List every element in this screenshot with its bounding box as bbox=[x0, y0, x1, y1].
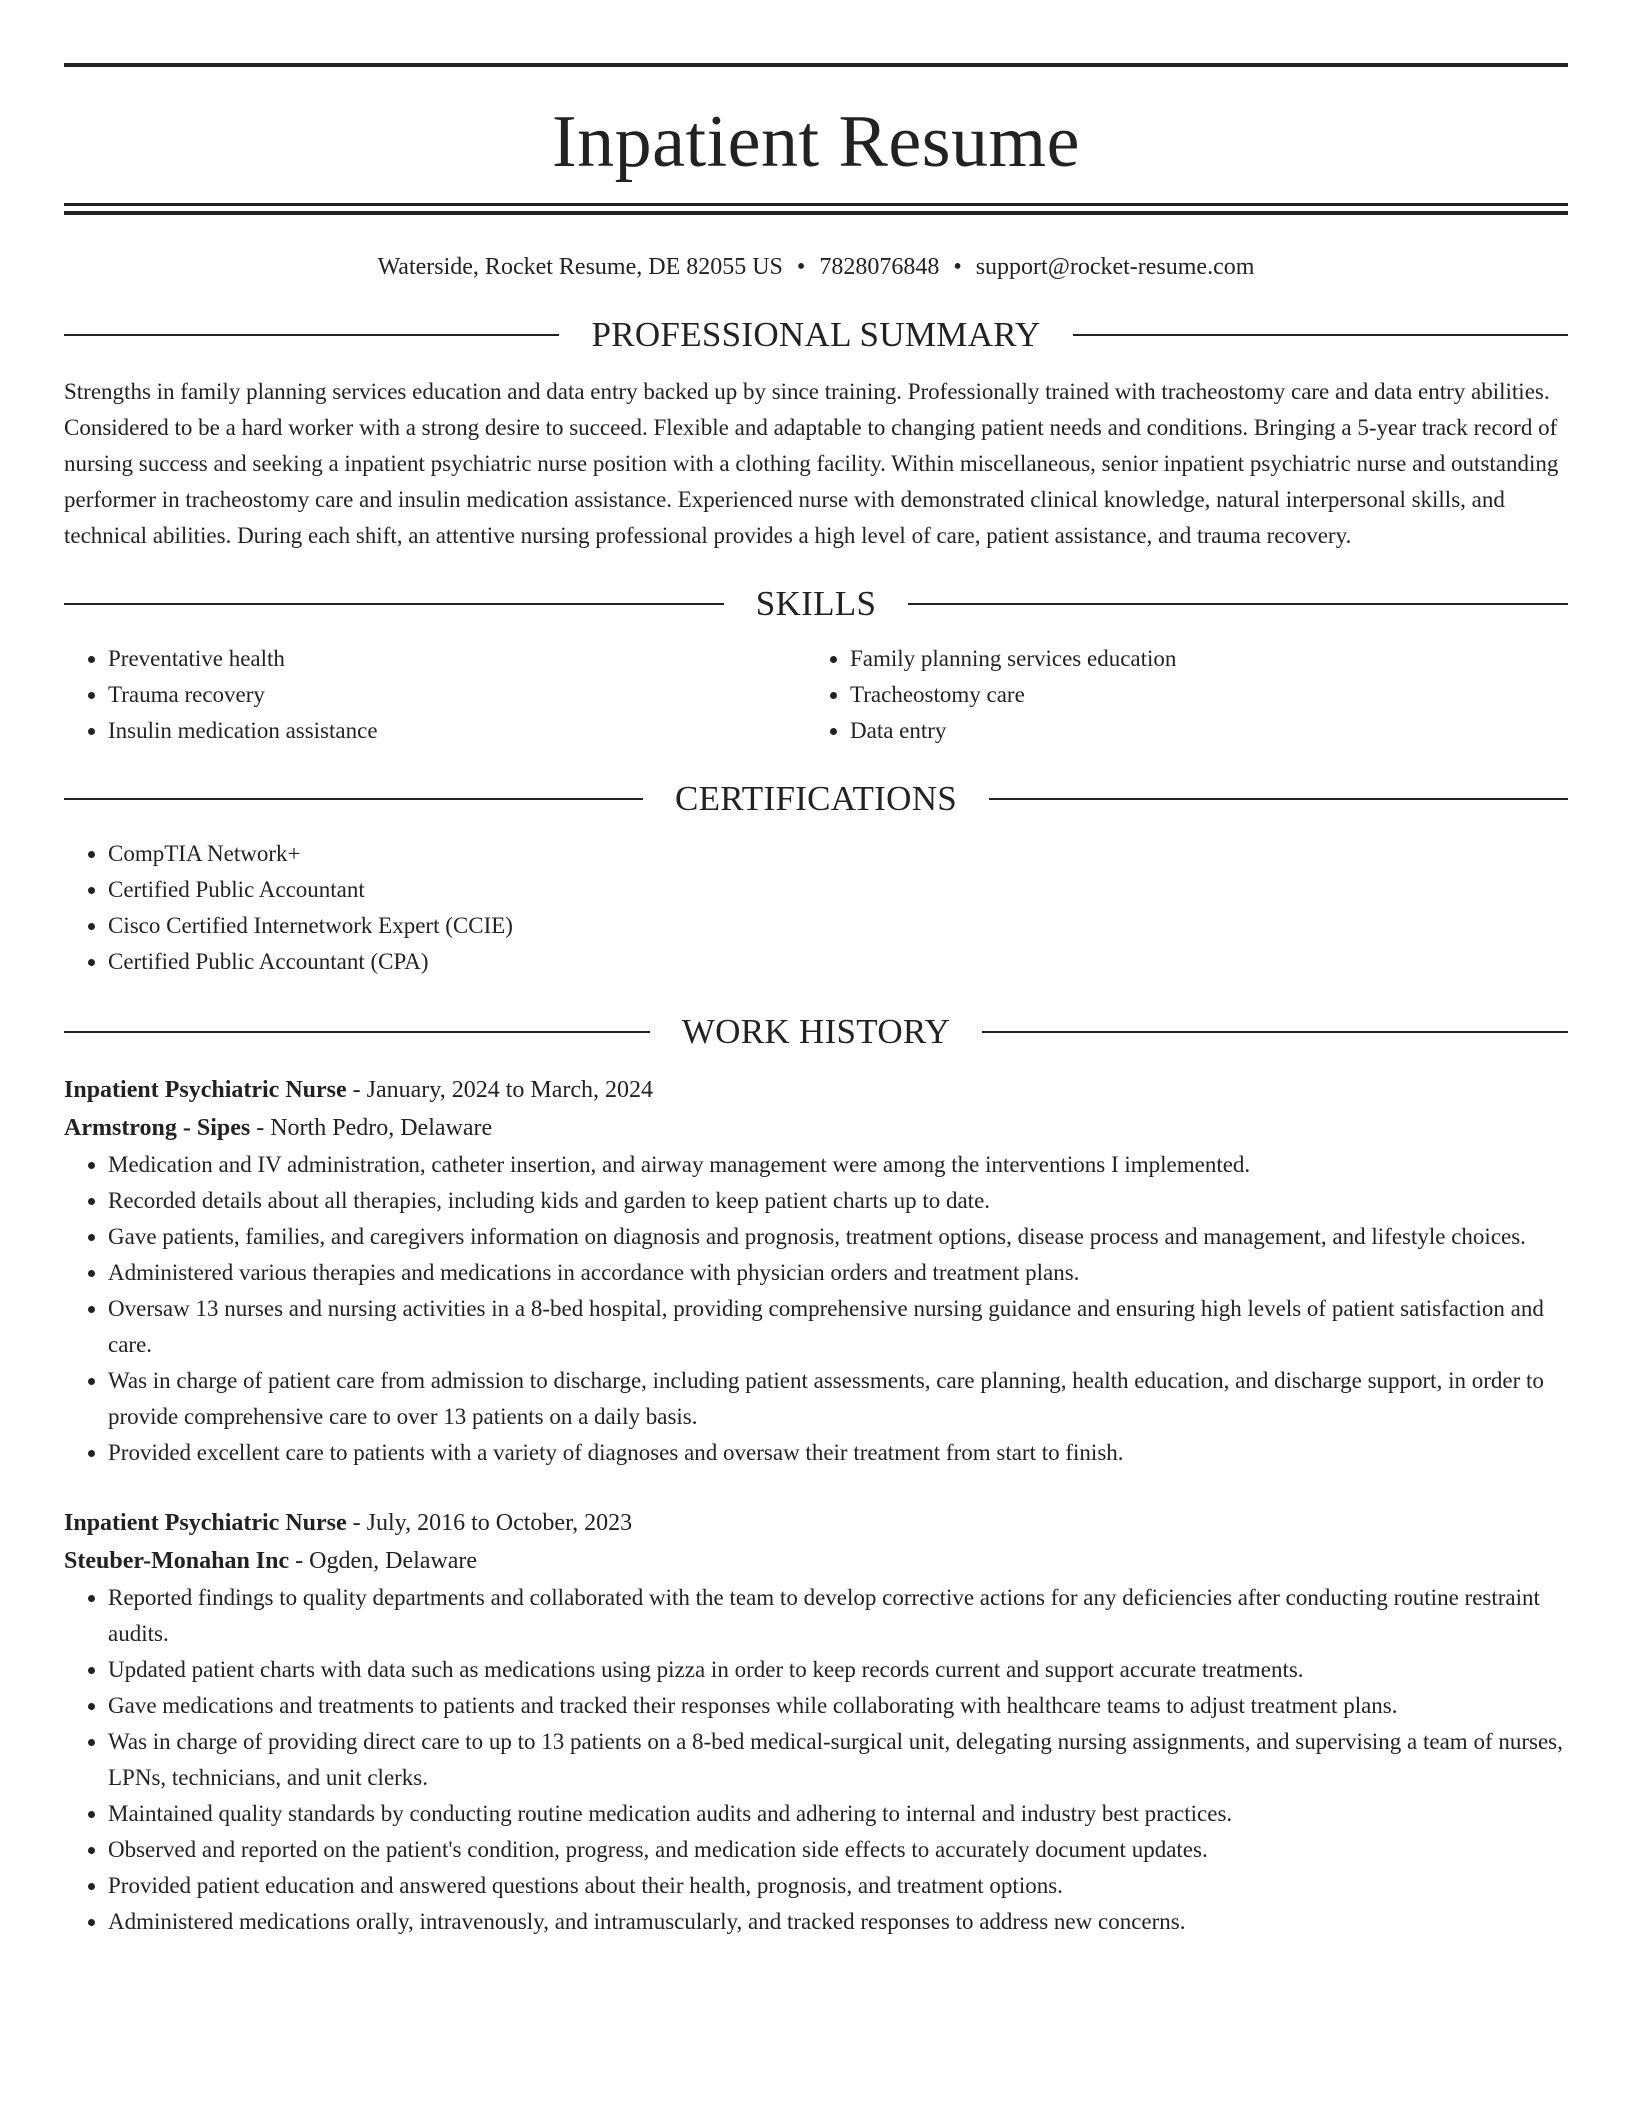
section-title: PROFESSIONAL SUMMARY bbox=[591, 315, 1041, 354]
skill-item: • Family planning services education bbox=[850, 641, 1548, 677]
job-bullets bbox=[64, 1147, 1568, 1471]
certifications-list bbox=[64, 836, 1568, 980]
certification-item: • Certified Public Accountant bbox=[108, 872, 1568, 908]
heading-rule bbox=[1073, 334, 1568, 336]
certification-item: • Cisco Certified Internetwork Expert (CCIE) bbox=[108, 908, 1568, 944]
contact-phone: 7828076848 bbox=[819, 254, 940, 280]
heading-rule bbox=[64, 334, 559, 336]
job-entry bbox=[64, 1504, 1568, 1940]
job-dates: - July, 2016 to October, 2023 bbox=[346, 1510, 633, 1536]
contact-line bbox=[64, 251, 1568, 283]
heading-rule bbox=[982, 1031, 1568, 1033]
job-bullet: • Medication and IV administration, catheter insertion, and airway management were among the interventions I implemented. bbox=[108, 1147, 1568, 1183]
job-location: - Ogden, Delaware bbox=[289, 1548, 478, 1574]
job-title: Inpatient Psychiatric Nurse bbox=[64, 1077, 347, 1103]
job-bullet: • Gave patients, families, and caregivers information on diagnosis and prognosis, treatment options, disease process and management, and lifestyle choices. bbox=[108, 1219, 1568, 1255]
job-bullet: • Was in charge of patient care from admission to discharge, including patient assessments, care planning, health education, and discharge support, in order to provide comprehensive care to over 13 patients on a daily basis. bbox=[108, 1363, 1568, 1435]
job-company: Steuber-Monahan Inc bbox=[64, 1548, 290, 1574]
section-heading-summary bbox=[64, 317, 1568, 352]
job-entry bbox=[64, 1071, 1568, 1471]
top-rule bbox=[64, 63, 1568, 67]
job-bullet: • Was in charge of providing direct care to up to 13 patients on a 8-bed medical-surgical unit, delegating nursing assignments, and supervising a team of nurses, LPNs, technicians, and unit clerks. bbox=[108, 1724, 1568, 1796]
skill-item: • Trauma recovery bbox=[108, 677, 806, 713]
skill-item: • Insulin medication assistance bbox=[108, 713, 806, 749]
job-bullet: • Provided excellent care to patients with a variety of diagnoses and oversaw their treatment from start to finish. bbox=[108, 1435, 1568, 1471]
job-bullet: • Gave medications and treatments to patients and tracked their responses while collaborating with healthcare teams to adjust treatment plans. bbox=[108, 1688, 1568, 1724]
section-title: SKILLS bbox=[755, 584, 877, 623]
resume-title: Inpatient Resume bbox=[552, 101, 1080, 183]
section-heading-skills bbox=[64, 586, 1568, 621]
contact-separator: • bbox=[953, 254, 962, 280]
heading-rule bbox=[64, 603, 724, 605]
job-company-line bbox=[64, 1542, 1568, 1580]
job-bullets bbox=[64, 1580, 1568, 1940]
heading-rule bbox=[64, 1031, 650, 1033]
summary-text: Strengths in family planning services education and data entry backed up by since training. Professionally trained with tracheostomy care and data entry abilities. Considered to be a hard worker with a strong desire to succeed. Flexible and adaptable to changing patient needs and conditions. Bringing a 5-year track record of nursing success and seeking a inpatient psychiatric nurse position with a clothing facility. Within miscellaneous, senior inpatient psychiatric nurse and outstanding performer in tracheostomy care and insulin medication assistance. Experienced nurse with demonstrated clinical knowledge, natural interpersonal skills, and technical abilities. During each shift, an attentive nursing professional provides a high level of care, patient assistance, and trauma recovery. bbox=[64, 379, 1559, 548]
certification-item: • Certified Public Accountant (CPA) bbox=[108, 944, 1568, 980]
section-title: CERTIFICATIONS bbox=[674, 779, 958, 818]
job-location: - North Pedro, Delaware bbox=[250, 1115, 493, 1141]
skills-column-left bbox=[64, 641, 806, 749]
job-bullet: • Administered various therapies and medications in accordance with physician orders and treatment plans. bbox=[108, 1255, 1568, 1291]
skills-column-right bbox=[806, 641, 1548, 749]
contact-separator: • bbox=[796, 254, 806, 280]
job-bullet: • Updated patient charts with data such as medications using pizza in order to keep records current and support accurate treatments. bbox=[108, 1652, 1568, 1688]
section-heading-certifications bbox=[64, 781, 1568, 816]
certification-item: • CompTIA Network+ bbox=[108, 836, 1568, 872]
skill-item: • Tracheostomy care bbox=[850, 677, 1548, 713]
job-title-line bbox=[64, 1504, 1568, 1542]
contact-address: Waterside, Rocket Resume, DE 82055 US bbox=[377, 254, 783, 280]
job-title: Inpatient Psychiatric Nurse bbox=[64, 1510, 347, 1536]
section-title: WORK HISTORY bbox=[681, 1012, 951, 1051]
job-company: Armstrong - Sipes bbox=[64, 1115, 251, 1141]
job-bullet: • Observed and reported on the patient's condition, progress, and medication side effects to accurately document updates. bbox=[108, 1832, 1568, 1868]
heading-rule bbox=[989, 798, 1568, 800]
contact-email: support@rocket-resume.com bbox=[975, 254, 1255, 280]
skill-item: • Data entry bbox=[850, 713, 1548, 749]
job-company-line bbox=[64, 1109, 1568, 1147]
job-bullet: • Provided patient education and answered questions about their health, prognosis, and treatment options. bbox=[108, 1868, 1568, 1904]
section-heading-work-history bbox=[64, 1014, 1568, 1049]
skills-list bbox=[64, 641, 1568, 749]
job-bullet: • Reported findings to quality departments and collaborated with the team to develop corrective actions for any deficiencies after conducting routine restraint audits. bbox=[108, 1580, 1568, 1652]
job-bullet: • Administered medications orally, intravenously, and intramuscularly, and tracked responses to address new concerns. bbox=[108, 1904, 1568, 1940]
job-bullet: • Maintained quality standards by conducting routine medication audits and adhering to internal and industry best practices. bbox=[108, 1796, 1568, 1832]
heading-rule bbox=[64, 798, 643, 800]
skill-item: • Preventative health bbox=[108, 641, 806, 677]
job-bullet: • Recorded details about all therapies, including kids and garden to keep patient charts up to date. bbox=[108, 1183, 1568, 1219]
job-bullet: • Oversaw 13 nurses and nursing activities in a 8-bed hospital, providing comprehensive nursing guidance and ensuring high levels of patient satisfaction and care. bbox=[108, 1291, 1568, 1363]
job-title-line bbox=[64, 1071, 1568, 1109]
heading-rule bbox=[908, 603, 1568, 605]
job-dates: - January, 2024 to March, 2024 bbox=[346, 1077, 654, 1103]
resume-page bbox=[64, 0, 1568, 1940]
title-double-rule bbox=[64, 203, 1568, 215]
